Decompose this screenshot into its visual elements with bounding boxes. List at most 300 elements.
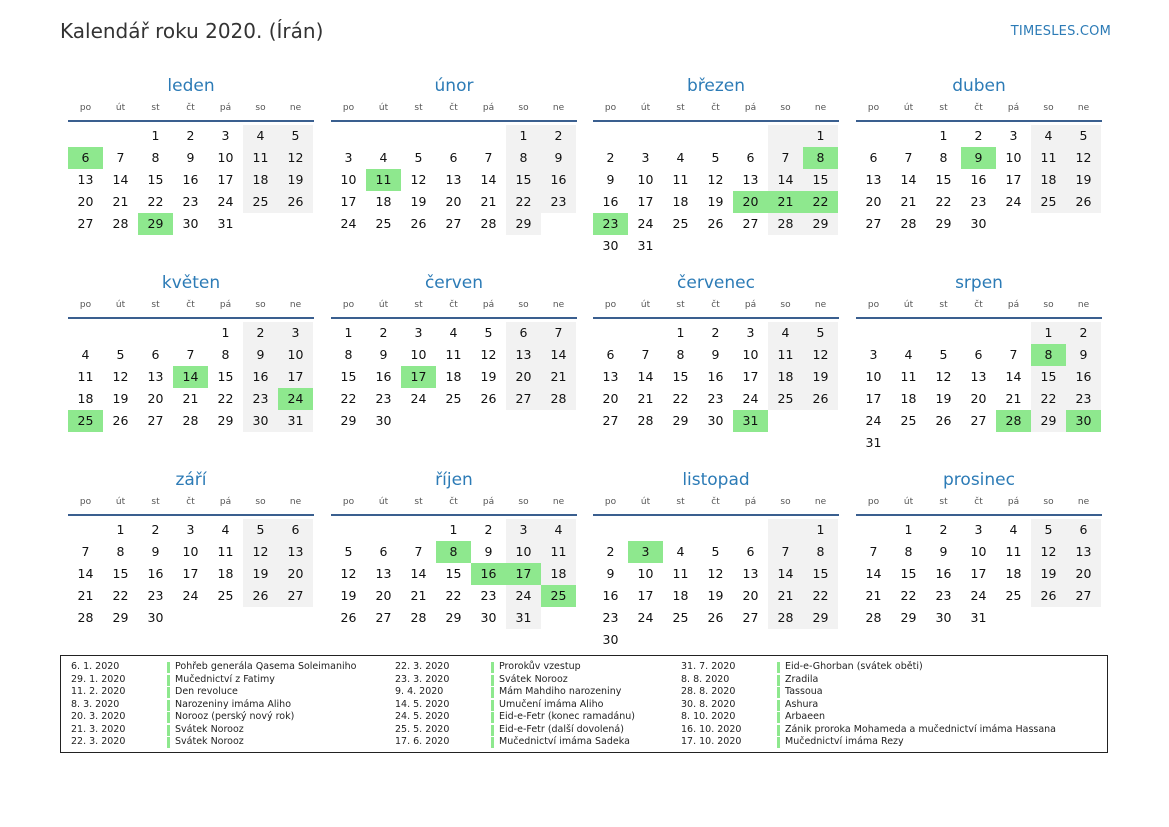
day-cell[interactable]: 15 (935, 172, 952, 187)
day-cell[interactable]: 11 (768, 344, 803, 366)
day-cell[interactable]: 5 (278, 125, 313, 147)
day-cell[interactable]: 26 (707, 610, 724, 625)
day-cell[interactable]: 13 (506, 344, 541, 366)
day-cell[interactable]: 24 (217, 194, 234, 209)
day-cell[interactable]: 21 (768, 585, 803, 607)
day-cell[interactable]: 8 (151, 150, 160, 165)
day-cell[interactable]: 24 (506, 585, 541, 607)
day-cell[interactable]: 14 (112, 172, 129, 187)
day-cell[interactable]: 11 (900, 369, 917, 384)
day-cell[interactable]: 24 (182, 588, 199, 603)
day-cell[interactable]: 14 (541, 344, 576, 366)
day-cell[interactable]: 15 (506, 169, 541, 191)
day-cell[interactable]: 30 (1066, 410, 1101, 432)
day-cell[interactable]: 12 (1066, 147, 1101, 169)
day-cell[interactable]: 21 (865, 588, 882, 603)
day-cell[interactable]: 31 (217, 216, 234, 231)
day-cell[interactable]: 31 (970, 610, 987, 625)
day-cell[interactable]: 4 (904, 347, 913, 362)
day-cell[interactable]: 21 (768, 191, 803, 213)
day-cell[interactable]: 19 (803, 366, 838, 388)
day-cell[interactable]: 6 (151, 347, 160, 362)
day-cell[interactable]: 6 (974, 347, 983, 362)
day-cell[interactable]: 5 (1031, 519, 1066, 541)
day-cell[interactable]: 7 (186, 347, 195, 362)
day-cell[interactable]: 13 (375, 566, 392, 581)
day-cell[interactable]: 7 (484, 150, 493, 165)
day-cell[interactable]: 7 (869, 544, 878, 559)
day-cell[interactable]: 13 (970, 369, 987, 384)
day-cell[interactable]: 17 (506, 563, 541, 585)
day-cell[interactable]: 1 (221, 325, 230, 340)
day-cell[interactable]: 30 (480, 610, 497, 625)
day-cell[interactable]: 21 (900, 194, 917, 209)
day-cell[interactable]: 12 (278, 147, 313, 169)
day-cell[interactable]: 11 (243, 147, 278, 169)
day-cell[interactable]: 4 (676, 150, 685, 165)
day-cell[interactable]: 3 (344, 150, 353, 165)
day-cell[interactable]: 24 (278, 388, 313, 410)
day-cell[interactable]: 3 (414, 325, 423, 340)
day-cell[interactable]: 11 (445, 347, 462, 362)
day-cell[interactable]: 21 (480, 194, 497, 209)
day-cell[interactable]: 2 (711, 325, 720, 340)
day-cell[interactable]: 1 (506, 125, 541, 147)
day-cell[interactable]: 21 (182, 391, 199, 406)
day-cell[interactable]: 6 (68, 147, 103, 169)
day-cell[interactable]: 3 (641, 150, 650, 165)
day-cell[interactable]: 29 (340, 413, 357, 428)
day-cell[interactable]: 31 (506, 607, 541, 629)
day-cell[interactable]: 16 (471, 563, 506, 585)
day-cell[interactable]: 26 (480, 391, 497, 406)
day-cell[interactable]: 27 (742, 216, 759, 231)
day-cell[interactable]: 1 (449, 522, 458, 537)
day-cell[interactable]: 13 (445, 172, 462, 187)
day-cell[interactable]: 19 (112, 391, 129, 406)
day-cell[interactable]: 22 (900, 588, 917, 603)
day-cell[interactable]: 18 (217, 566, 234, 581)
day-cell[interactable]: 27 (506, 388, 541, 410)
day-cell[interactable]: 18 (672, 194, 689, 209)
day-cell[interactable]: 9 (186, 150, 195, 165)
day-cell[interactable]: 1 (803, 519, 838, 541)
day-cell[interactable]: 4 (81, 347, 90, 362)
day-cell[interactable]: 27 (445, 216, 462, 231)
day-cell[interactable]: 30 (375, 413, 392, 428)
day-cell[interactable]: 24 (637, 216, 654, 231)
day-cell[interactable]: 14 (768, 563, 803, 585)
day-cell[interactable]: 29 (112, 610, 129, 625)
day-cell[interactable]: 6 (506, 322, 541, 344)
day-cell[interactable]: 13 (602, 369, 619, 384)
day-cell[interactable]: 4 (768, 322, 803, 344)
day-cell[interactable]: 10 (410, 347, 427, 362)
day-cell[interactable]: 22 (217, 391, 234, 406)
day-cell[interactable]: 11 (1031, 147, 1066, 169)
day-cell[interactable]: 1 (151, 128, 160, 143)
day-cell[interactable]: 23 (480, 588, 497, 603)
day-cell[interactable]: 17 (970, 566, 987, 581)
day-cell[interactable]: 18 (77, 391, 94, 406)
day-cell[interactable]: 5 (1066, 125, 1101, 147)
day-cell[interactable]: 10 (970, 544, 987, 559)
day-cell[interactable]: 29 (138, 213, 173, 235)
day-cell[interactable]: 18 (768, 366, 803, 388)
day-cell[interactable]: 1 (803, 125, 838, 147)
day-cell[interactable]: 20 (77, 194, 94, 209)
day-cell[interactable]: 16 (602, 194, 619, 209)
day-cell[interactable]: 6 (746, 544, 755, 559)
day-cell[interactable]: 17 (1005, 172, 1022, 187)
day-cell[interactable]: 3 (278, 322, 313, 344)
day-cell[interactable]: 19 (243, 563, 278, 585)
day-cell[interactable]: 18 (900, 391, 917, 406)
day-cell[interactable]: 9 (1066, 344, 1101, 366)
day-cell[interactable]: 26 (1066, 191, 1101, 213)
day-cell[interactable]: 2 (484, 522, 493, 537)
day-cell[interactable]: 12 (935, 369, 952, 384)
day-cell[interactable]: 29 (445, 610, 462, 625)
day-cell[interactable]: 27 (77, 216, 94, 231)
day-cell[interactable]: 23 (375, 391, 392, 406)
day-cell[interactable]: 30 (707, 413, 724, 428)
day-cell[interactable]: 8 (116, 544, 125, 559)
day-cell[interactable]: 29 (935, 216, 952, 231)
day-cell[interactable]: 13 (147, 369, 164, 384)
day-cell[interactable]: 8 (344, 347, 353, 362)
day-cell[interactable]: 10 (217, 150, 234, 165)
day-cell[interactable]: 3 (869, 347, 878, 362)
day-cell[interactable]: 12 (707, 566, 724, 581)
day-cell[interactable]: 26 (278, 191, 313, 213)
day-cell[interactable]: 28 (865, 610, 882, 625)
day-cell[interactable]: 6 (278, 519, 313, 541)
day-cell[interactable]: 18 (1031, 169, 1066, 191)
day-cell[interactable]: 13 (278, 541, 313, 563)
day-cell[interactable]: 8 (939, 150, 948, 165)
day-cell[interactable]: 23 (243, 388, 278, 410)
day-cell[interactable]: 24 (410, 391, 427, 406)
day-cell[interactable]: 20 (506, 366, 541, 388)
day-cell[interactable]: 19 (707, 194, 724, 209)
day-cell[interactable]: 29 (672, 413, 689, 428)
day-cell[interactable]: 21 (77, 588, 94, 603)
day-cell[interactable]: 15 (112, 566, 129, 581)
day-cell[interactable]: 12 (243, 541, 278, 563)
day-cell[interactable]: 5 (484, 325, 493, 340)
day-cell[interactable]: 21 (1005, 391, 1022, 406)
day-cell[interactable]: 19 (340, 588, 357, 603)
day-cell[interactable]: 25 (900, 413, 917, 428)
day-cell[interactable]: 16 (541, 169, 576, 191)
day-cell[interactable]: 16 (243, 366, 278, 388)
day-cell[interactable]: 9 (606, 172, 615, 187)
day-cell[interactable]: 10 (1005, 150, 1022, 165)
day-cell[interactable]: 28 (996, 410, 1031, 432)
day-cell[interactable]: 5 (939, 347, 948, 362)
day-cell[interactable]: 28 (768, 607, 803, 629)
day-cell[interactable]: 4 (221, 522, 230, 537)
day-cell[interactable]: 1 (116, 522, 125, 537)
day-cell[interactable]: 29 (803, 213, 838, 235)
day-cell[interactable]: 9 (939, 544, 948, 559)
day-cell[interactable]: 27 (602, 413, 619, 428)
day-cell[interactable]: 24 (637, 610, 654, 625)
day-cell[interactable]: 29 (506, 213, 541, 235)
day-cell[interactable]: 12 (410, 172, 427, 187)
day-cell[interactable]: 7 (768, 541, 803, 563)
day-cell[interactable]: 31 (637, 238, 654, 253)
day-cell[interactable]: 21 (637, 391, 654, 406)
day-cell[interactable]: 26 (243, 585, 278, 607)
day-cell[interactable]: 27 (375, 610, 392, 625)
day-cell[interactable]: 26 (707, 216, 724, 231)
day-cell[interactable]: 3 (974, 522, 983, 537)
day-cell[interactable]: 7 (768, 147, 803, 169)
day-cell[interactable]: 19 (480, 369, 497, 384)
day-cell[interactable]: 2 (151, 522, 160, 537)
day-cell[interactable]: 7 (1009, 347, 1018, 362)
day-cell[interactable]: 6 (379, 544, 388, 559)
day-cell[interactable]: 8 (506, 147, 541, 169)
day-cell[interactable]: 26 (935, 413, 952, 428)
day-cell[interactable]: 22 (1031, 388, 1066, 410)
day-cell[interactable]: 4 (379, 150, 388, 165)
day-cell[interactable]: 17 (742, 369, 759, 384)
day-cell[interactable]: 5 (243, 519, 278, 541)
day-cell[interactable]: 10 (182, 544, 199, 559)
day-cell[interactable]: 12 (112, 369, 129, 384)
day-cell[interactable]: 1 (1031, 322, 1066, 344)
day-cell[interactable]: 22 (803, 191, 838, 213)
day-cell[interactable]: 25 (445, 391, 462, 406)
day-cell[interactable]: 20 (445, 194, 462, 209)
day-cell[interactable]: 14 (77, 566, 94, 581)
day-cell[interactable]: 13 (77, 172, 94, 187)
day-cell[interactable]: 25 (68, 410, 103, 432)
day-cell[interactable]: 28 (541, 388, 576, 410)
day-cell[interactable]: 23 (602, 610, 619, 625)
day-cell[interactable]: 30 (147, 610, 164, 625)
day-cell[interactable]: 25 (768, 388, 803, 410)
day-cell[interactable]: 18 (672, 588, 689, 603)
day-cell[interactable]: 2 (606, 150, 615, 165)
day-cell[interactable]: 20 (733, 191, 768, 213)
day-cell[interactable]: 24 (970, 588, 987, 603)
day-cell[interactable]: 22 (112, 588, 129, 603)
day-cell[interactable]: 9 (484, 544, 493, 559)
day-cell[interactable]: 5 (344, 544, 353, 559)
day-cell[interactable]: 16 (182, 172, 199, 187)
day-cell[interactable]: 12 (1031, 541, 1066, 563)
day-cell[interactable]: 13 (742, 172, 759, 187)
day-cell[interactable]: 8 (904, 544, 913, 559)
day-cell[interactable]: 13 (742, 566, 759, 581)
day-cell[interactable]: 8 (221, 347, 230, 362)
day-cell[interactable]: 7 (904, 150, 913, 165)
day-cell[interactable]: 14 (410, 566, 427, 581)
day-cell[interactable]: 16 (602, 588, 619, 603)
day-cell[interactable]: 11 (672, 172, 689, 187)
day-cell[interactable]: 3 (186, 522, 195, 537)
day-cell[interactable]: 10 (340, 172, 357, 187)
day-cell[interactable]: 22 (445, 588, 462, 603)
day-cell[interactable]: 20 (375, 588, 392, 603)
day-cell[interactable]: 5 (711, 544, 720, 559)
day-cell[interactable]: 22 (935, 194, 952, 209)
day-cell[interactable]: 16 (935, 566, 952, 581)
day-cell[interactable]: 1 (939, 128, 948, 143)
day-cell[interactable]: 15 (217, 369, 234, 384)
day-cell[interactable]: 7 (541, 322, 576, 344)
day-cell[interactable]: 27 (147, 413, 164, 428)
day-cell[interactable]: 18 (375, 194, 392, 209)
day-cell[interactable]: 11 (77, 369, 94, 384)
day-cell[interactable]: 29 (1031, 410, 1066, 432)
day-cell[interactable]: 14 (173, 366, 208, 388)
day-cell[interactable]: 23 (147, 588, 164, 603)
day-cell[interactable]: 14 (480, 172, 497, 187)
day-cell[interactable]: 11 (541, 541, 576, 563)
day-cell[interactable]: 28 (768, 213, 803, 235)
day-cell[interactable]: 24 (865, 413, 882, 428)
day-cell[interactable]: 25 (541, 585, 576, 607)
day-cell[interactable]: 2 (606, 544, 615, 559)
day-cell[interactable]: 11 (217, 544, 234, 559)
day-cell[interactable]: 9 (606, 566, 615, 581)
day-cell[interactable]: 25 (1031, 191, 1066, 213)
day-cell[interactable]: 15 (803, 169, 838, 191)
day-cell[interactable]: 11 (672, 566, 689, 581)
day-cell[interactable]: 3 (746, 325, 755, 340)
day-cell[interactable]: 30 (602, 632, 619, 647)
day-cell[interactable]: 20 (602, 391, 619, 406)
day-cell[interactable]: 28 (900, 216, 917, 231)
day-cell[interactable]: 31 (865, 435, 882, 450)
day-cell[interactable]: 14 (865, 566, 882, 581)
day-cell[interactable]: 20 (742, 588, 759, 603)
day-cell[interactable]: 11 (366, 169, 401, 191)
day-cell[interactable]: 3 (221, 128, 230, 143)
day-cell[interactable]: 25 (1005, 588, 1022, 603)
day-cell[interactable]: 13 (1066, 541, 1101, 563)
day-cell[interactable]: 19 (707, 588, 724, 603)
day-cell[interactable]: 2 (379, 325, 388, 340)
day-cell[interactable]: 25 (243, 191, 278, 213)
day-cell[interactable]: 9 (711, 347, 720, 362)
day-cell[interactable]: 21 (541, 366, 576, 388)
day-cell[interactable]: 15 (445, 566, 462, 581)
day-cell[interactable]: 1 (904, 522, 913, 537)
day-cell[interactable]: 4 (449, 325, 458, 340)
day-cell[interactable]: 27 (742, 610, 759, 625)
day-cell[interactable]: 3 (628, 541, 663, 563)
day-cell[interactable]: 28 (77, 610, 94, 625)
day-cell[interactable]: 21 (410, 588, 427, 603)
day-cell[interactable]: 22 (340, 391, 357, 406)
day-cell[interactable]: 17 (401, 366, 436, 388)
day-cell[interactable]: 20 (865, 194, 882, 209)
day-cell[interactable]: 2 (974, 128, 983, 143)
day-cell[interactable]: 8 (803, 147, 838, 169)
day-cell[interactable]: 25 (217, 588, 234, 603)
day-cell[interactable]: 5 (116, 347, 125, 362)
day-cell[interactable]: 6 (746, 150, 755, 165)
day-cell[interactable]: 23 (541, 191, 576, 213)
day-cell[interactable]: 30 (935, 610, 952, 625)
day-cell[interactable]: 19 (410, 194, 427, 209)
day-cell[interactable]: 19 (935, 391, 952, 406)
day-cell[interactable]: 25 (672, 216, 689, 231)
day-cell[interactable]: 29 (803, 607, 838, 629)
day-cell[interactable]: 17 (182, 566, 199, 581)
day-cell[interactable]: 4 (541, 519, 576, 541)
day-cell[interactable]: 3 (1009, 128, 1018, 143)
day-cell[interactable]: 23 (182, 194, 199, 209)
day-cell[interactable]: 26 (410, 216, 427, 231)
day-cell[interactable]: 16 (375, 369, 392, 384)
day-cell[interactable]: 20 (1066, 563, 1101, 585)
day-cell[interactable]: 15 (1031, 366, 1066, 388)
day-cell[interactable]: 18 (445, 369, 462, 384)
day-cell[interactable]: 2 (1066, 322, 1101, 344)
day-cell[interactable]: 23 (593, 213, 628, 235)
day-cell[interactable]: 3 (506, 519, 541, 541)
day-cell[interactable]: 12 (340, 566, 357, 581)
day-cell[interactable]: 14 (768, 169, 803, 191)
day-cell[interactable]: 27 (970, 413, 987, 428)
day-cell[interactable]: 9 (151, 544, 160, 559)
day-cell[interactable]: 12 (803, 344, 838, 366)
day-cell[interactable]: 10 (278, 344, 313, 366)
day-cell[interactable]: 9 (243, 344, 278, 366)
day-cell[interactable]: 24 (1005, 194, 1022, 209)
day-cell[interactable]: 23 (707, 391, 724, 406)
day-cell[interactable]: 10 (637, 566, 654, 581)
day-cell[interactable]: 16 (1066, 366, 1101, 388)
day-cell[interactable]: 27 (1066, 585, 1101, 607)
day-cell[interactable]: 14 (900, 172, 917, 187)
day-cell[interactable]: 18 (541, 563, 576, 585)
day-cell[interactable]: 15 (672, 369, 689, 384)
day-cell[interactable]: 9 (541, 147, 576, 169)
day-cell[interactable]: 19 (278, 169, 313, 191)
day-cell[interactable]: 20 (970, 391, 987, 406)
day-cell[interactable]: 17 (278, 366, 313, 388)
day-cell[interactable]: 23 (935, 588, 952, 603)
day-cell[interactable]: 24 (340, 216, 357, 231)
day-cell[interactable]: 11 (1005, 544, 1022, 559)
day-cell[interactable]: 23 (970, 194, 987, 209)
day-cell[interactable]: 7 (414, 544, 423, 559)
day-cell[interactable]: 18 (1005, 566, 1022, 581)
day-cell[interactable]: 22 (147, 194, 164, 209)
day-cell[interactable]: 17 (637, 194, 654, 209)
day-cell[interactable]: 30 (182, 216, 199, 231)
day-cell[interactable]: 31 (733, 410, 768, 432)
day-cell[interactable]: 28 (112, 216, 129, 231)
day-cell[interactable]: 20 (147, 391, 164, 406)
day-cell[interactable]: 17 (217, 172, 234, 187)
day-cell[interactable]: 15 (340, 369, 357, 384)
day-cell[interactable]: 4 (1031, 125, 1066, 147)
day-cell[interactable]: 6 (1066, 519, 1101, 541)
day-cell[interactable]: 12 (480, 347, 497, 362)
day-cell[interactable]: 28 (410, 610, 427, 625)
day-cell[interactable]: 26 (803, 388, 838, 410)
day-cell[interactable]: 25 (375, 216, 392, 231)
